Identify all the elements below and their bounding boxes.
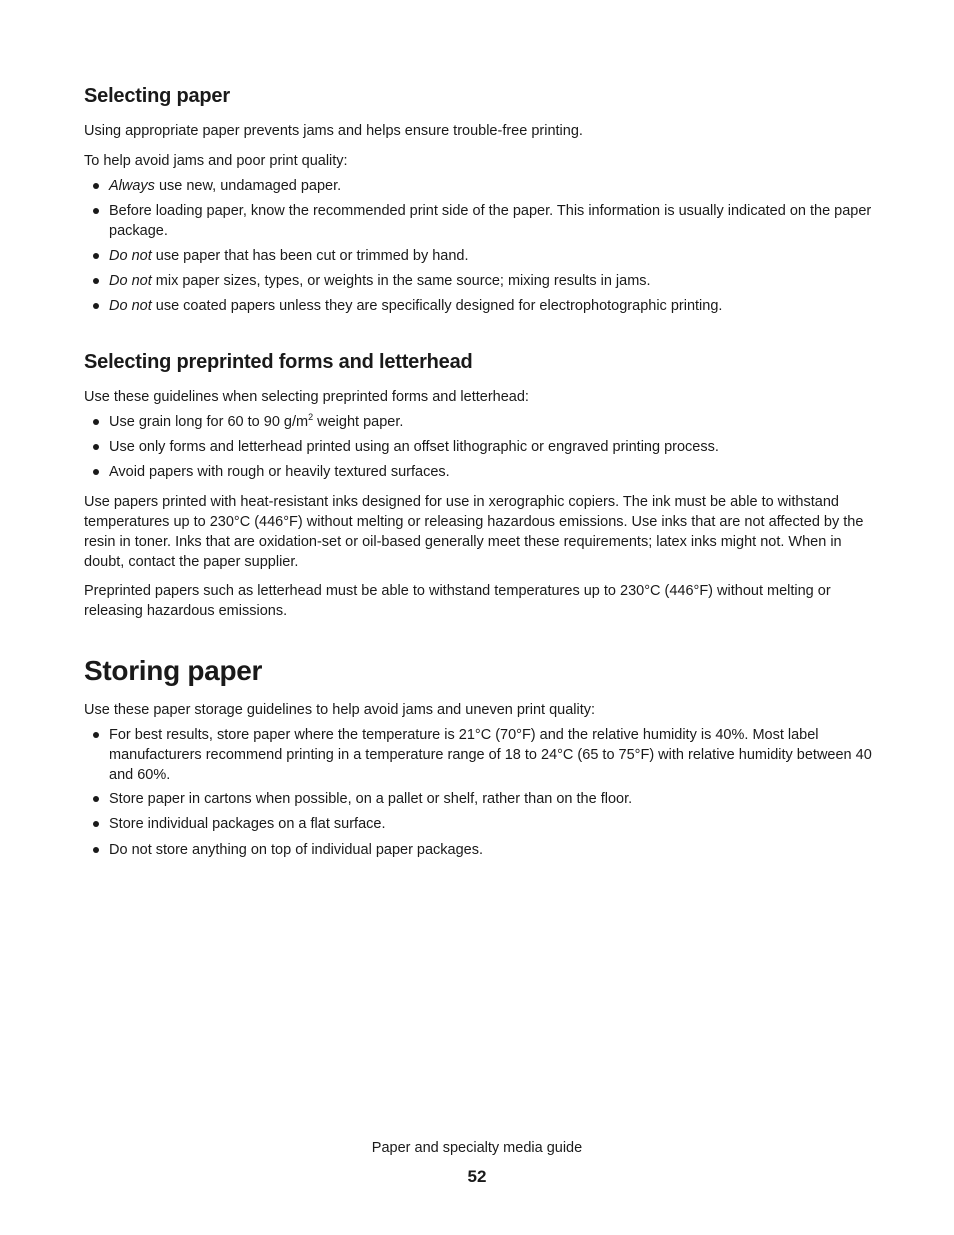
paragraph-inks: Use papers printed with heat-resistant inks designed for use in xerographic copiers. The ink must be able to withstand temperatures up to 230°C (446°F) without melting or releasing hazardous emissions. Use inks that are not affected by the resin in toner. Inks that are oxidation-set or oil-based generally meet these requirements; latex inks might not. When in doubt, contact the paper supplier. (84, 494, 864, 570)
list-item-text: Use grain long for 60 to 90 g/m (109, 414, 309, 430)
list-item-text: Do not store anything on top of individual paper packages. (109, 842, 484, 858)
list-item-text: use coated papers unless they are specifically designed for electrophotographic printing. (151, 298, 723, 314)
paragraph-preprinted: Preprinted papers such as letterhead must be able to withstand temperatures up to 230°C (446°F) without melting or releasing hazardous emissions. (84, 583, 831, 619)
paragraph-lead: To help avoid jams and poor print quality: (84, 153, 348, 169)
list-item-text: Avoid papers with rough or heavily textured surfaces. (109, 464, 450, 480)
paragraph-lead: Use these paper storage guidelines to help avoid jams and uneven print quality: (84, 702, 596, 718)
page-number: 52 (467, 1167, 487, 1186)
list-item-text: weight paper. (313, 414, 404, 430)
bullet-icon (93, 821, 99, 827)
emphasis: Do not (109, 273, 152, 289)
bullet-icon (93, 796, 99, 802)
bullet-icon (93, 253, 99, 259)
bullet-icon (93, 732, 99, 738)
bullet-icon (93, 469, 99, 475)
list-item-text: Store individual packages on a flat surface. (109, 816, 386, 832)
bullet-icon (93, 419, 99, 425)
emphasis: Do not (109, 298, 152, 314)
list-item-text: use new, undamaged paper. (154, 178, 342, 194)
bullet-icon (93, 208, 99, 214)
heading-preprinted-forms: Selecting preprinted forms and letterhead (84, 351, 473, 373)
bullet-icon (93, 303, 99, 309)
emphasis: Always (109, 178, 155, 194)
superscript: 2 (308, 412, 314, 423)
list-item-text: Use only forms and letterhead printed using an offset lithographic or engraved printing process. (109, 439, 719, 455)
heading-storing-paper: Storing paper (84, 655, 263, 686)
emphasis: Do not (109, 248, 152, 264)
paragraph-lead: Use these guidelines when selecting preprinted forms and letterhead: (84, 389, 529, 405)
list-item-text: For best results, store paper where the temperature is 21°C (70°F) and the relative humidity is 40%. Most label manufacturers recommend printing in a temperature range of 18 to 24°C (65 to 75°F) with relative humidity between 40 and 60%. (109, 727, 872, 783)
heading-selecting-paper: Selecting paper (84, 85, 230, 107)
bullet-icon (93, 444, 99, 450)
list-item-text: use paper that has been cut or trimmed by hand. (151, 248, 469, 264)
list-item-text: Store paper in cartons when possible, on a pallet or shelf, rather than on the floor. (109, 791, 633, 807)
paragraph-intro: Using appropriate paper prevents jams and helps ensure trouble-free printing. (84, 123, 583, 139)
list-item-text: Before loading paper, know the recommended print side of the paper. This information is usually indicated on the paper package. (109, 203, 872, 239)
list-item-text: mix paper sizes, types, or weights in the same source; mixing results in jams. (151, 273, 651, 289)
footer-title: Paper and specialty media guide (371, 1140, 583, 1156)
bullet-icon (93, 183, 99, 189)
bullet-icon (93, 278, 99, 284)
bullet-icon (93, 847, 99, 853)
